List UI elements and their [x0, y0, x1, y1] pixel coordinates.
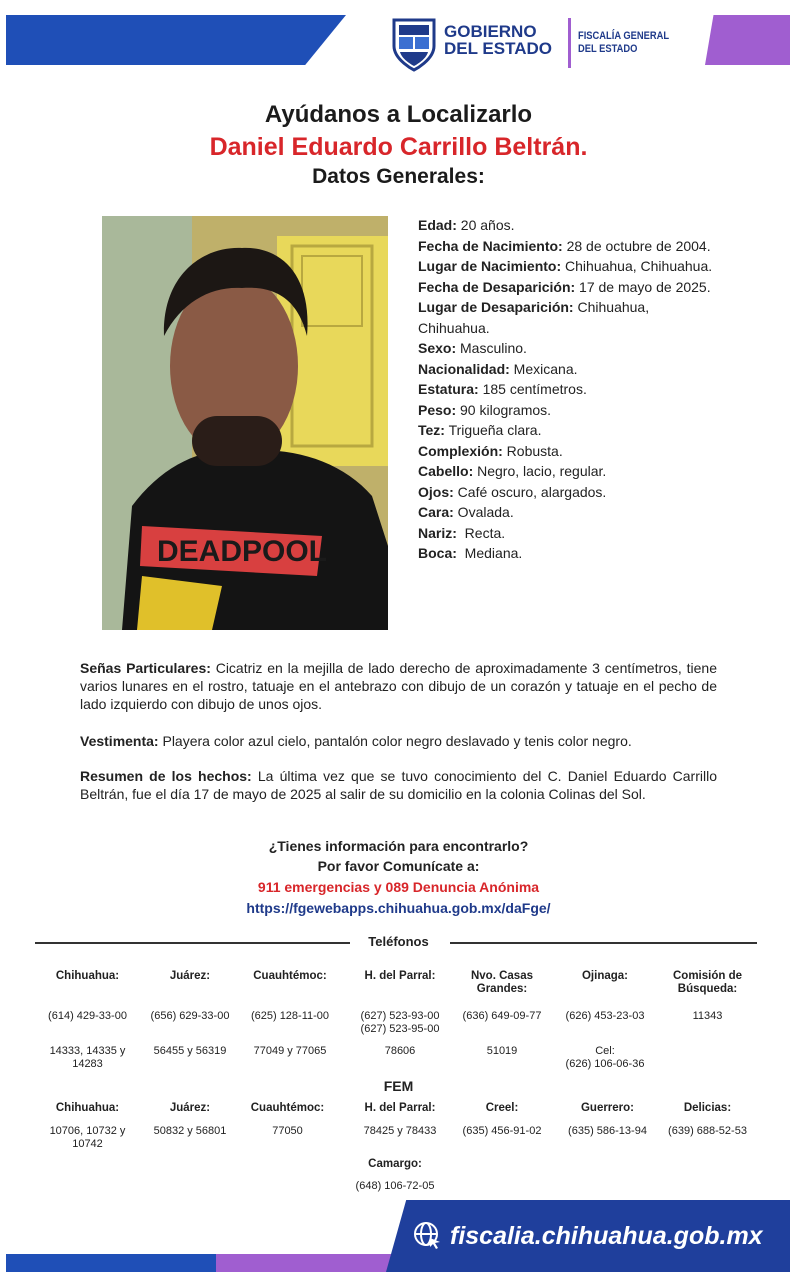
data-item-edad: Edad: 20 años. [418, 217, 515, 233]
tel-header: Cuauhtémoc: [253, 970, 327, 982]
contact-url-link[interactable]: https://fgewebapps.chihuahua.gob.mx/daFge/ [246, 900, 551, 916]
vestimenta: Vestimenta: Playera color azul cielo, pantalón color negro deslavado y tenis color negro. [80, 733, 632, 749]
resumen-hechos: Resumen de los hechos: La última vez que se tuvo conocimiento del C. Daniel Eduardo Carrillo Beltrán, fue el día 17 de mayo de 2025 al salir de su domicilio en la colonia Colinas del Sol. [80, 768, 717, 802]
data-item-lugar-nacimiento: Lugar de Nacimiento: Chihuahua, Chihuahua. [418, 258, 713, 274]
footer-purple-bar [216, 1254, 396, 1272]
fem-header: Camargo: [368, 1158, 422, 1170]
fem-header: Juárez: [169, 1102, 211, 1114]
data-item-estatura: Estatura: 185 centímetros. [418, 381, 587, 397]
fem-title: FEM [383, 1078, 414, 1094]
data-item-peso: Peso: 90 kilogramos. [418, 401, 552, 418]
logo-divider [568, 18, 571, 68]
data-item-nacionalidad: Nacionalidad: Mexicana. [418, 360, 578, 377]
contact-prompt: Por favor Comunícate a: [317, 858, 480, 874]
data-item-lugar-desaparicion: Lugar de Desaparición: Chihuahua, Chihuahua. [418, 299, 650, 336]
tel-header: Chihuahua: [55, 970, 120, 982]
data-item-cabello: Cabello: Negro, lacio, regular. [418, 463, 607, 479]
tel-cell: (656) 629-33-00 [150, 1010, 230, 1022]
data-item-boca: Boca: Mediana. [418, 545, 523, 561]
data-item-tez: Tez: Trigueña clara. [418, 422, 542, 438]
data-item-complexion: Complexión: Robusta. [418, 442, 563, 459]
fem-cell: (639) 688-52-53 [668, 1125, 747, 1137]
header-purple-bar [705, 15, 790, 65]
data-item-ojos: Ojos: Café oscuro, alargados. [418, 483, 607, 500]
tel-cell: (626) 453-23-03 [565, 1010, 645, 1022]
fem-cell: 50832 y 56801 [153, 1125, 227, 1137]
footer-website-link[interactable]: fiscalia.chihuahua.gob.mx [450, 1222, 763, 1250]
fem-header: Delicias: [683, 1102, 732, 1114]
data-item-nariz: Nariz: Recta. [418, 524, 506, 541]
tel-cell: (627) 523-93-00 (627) 523-95-00 [360, 1010, 440, 1035]
tel-cell: 14333, 14335 y 14283 [49, 1045, 126, 1070]
missing-person-photo [102, 216, 388, 630]
fem-cell: 78425 y 78433 [363, 1125, 437, 1137]
globe-icon [412, 1220, 442, 1250]
tel-cell: Cel: (626) 106-06-36 [565, 1045, 645, 1070]
tel-cell: 51019 [486, 1045, 518, 1057]
tel-header: H. del Parral: [364, 970, 436, 982]
fiscalia-logo-text: FISCALÍA GENERAL DEL ESTADO [578, 30, 670, 55]
state-shield-icon [390, 16, 438, 72]
fem-header: Guerrero: [580, 1102, 635, 1114]
fem-cell: (635) 456-91-02 [462, 1125, 542, 1137]
fem-cell: (648) 106-72-05 [355, 1180, 435, 1192]
gobierno-logo-text: GOBIERNO DEL ESTADO [444, 22, 552, 58]
tel-cell: (625) 128-11-00 [250, 1010, 330, 1022]
telefonos-title: Teléfonos [368, 934, 429, 949]
senas-particulares: Señas Particulares: Cicatriz en la mejilla de lado derecho de aproximadamente 3 centímetros, tiene varios lunares en el rostro, tatuaje en el antebrazo con dibujo de un corazón y tatuaje en el pecho de lado izquierdo con dibujo de unos ojos. [80, 660, 717, 712]
tel-cell: 77049 y 77065 [253, 1045, 327, 1057]
footer-blue-bar [6, 1254, 216, 1272]
data-item-fecha-desaparicion: Fecha de Desaparición: 17 de mayo de 2025. [418, 278, 711, 295]
tel-cell: 78606 [384, 1045, 416, 1057]
emergency-numbers: 911 emergencias y 089 Denuncia Anónima [257, 879, 540, 895]
tel-cell: 11343 [692, 1010, 723, 1022]
fem-header: Creel: [485, 1102, 519, 1114]
tel-header: Ojinaga: [581, 970, 628, 982]
tel-header: Juárez: [169, 970, 211, 982]
fem-cell: 77050 [272, 1125, 303, 1137]
shirt-print-text: DEADPOOL [157, 535, 328, 568]
fem-header: H. del Parral: [364, 1102, 436, 1114]
general-data-list [418, 215, 718, 564]
poster-title: Ayúdanos a Localizarlo [264, 101, 533, 128]
fem-header: Cuauhtémoc: [250, 1102, 325, 1114]
fem-header: Chihuahua: [55, 1102, 120, 1114]
contact-question: ¿Tienes información para encontrarlo? [268, 838, 529, 854]
tel-cell: 56455 y 56319 [153, 1045, 227, 1057]
header-blue-bar [6, 15, 346, 65]
tel-cell: (614) 429-33-00 [48, 1010, 127, 1022]
data-item-cara: Cara: Ovalada. [418, 504, 514, 520]
section-title: Datos Generales: [312, 165, 485, 188]
data-item-sexo: Sexo: Masculino. [418, 340, 527, 356]
data-item-fecha-nacimiento: Fecha de Nacimiento: 28 de octubre de 2004. [418, 237, 711, 254]
fem-cell: 10706, 10732 y 10742 [49, 1125, 126, 1150]
tel-cell: (636) 649-09-77 [462, 1010, 542, 1022]
tel-header: Comisión de Búsqueda: [672, 970, 742, 995]
fem-cell: (635) 586-13-94 [568, 1125, 647, 1137]
tel-header: Nvo. Casas Grandes: [470, 970, 533, 995]
missing-person-name: Daniel Eduardo Carrillo Beltrán. [209, 133, 588, 161]
